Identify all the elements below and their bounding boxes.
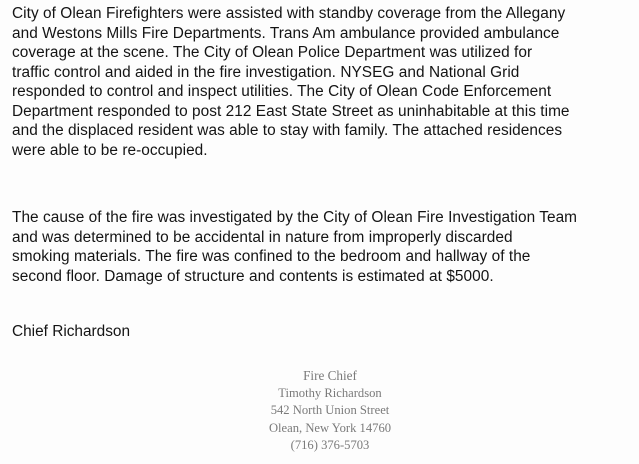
signature-phone: (716) 376-5703 bbox=[290, 438, 370, 453]
text-line: second floor. Damage of structure and contents is estimated at $5000. bbox=[12, 267, 494, 285]
text-line: coverage at the scene. The City of Olean Police Department was utilized for bbox=[12, 44, 533, 61]
text-line: were able to be re-occupied. bbox=[12, 141, 208, 159]
text-line: City of Olean Firefighters were assisted with standby coverage from the Allegany bbox=[12, 5, 566, 22]
text-line: responded to control and inspect utilities. The City of Olean Code Enforcement bbox=[12, 83, 552, 100]
signature-block bbox=[230, 367, 430, 455]
text-line: traffic control and aided in the fire investigation. NYSEG and National Grid bbox=[12, 63, 520, 81]
text-line: and Westons Mills Fire Departments. Trans Am ambulance provided ambulance bbox=[12, 24, 560, 42]
signature-city: Olean, New York 14760 bbox=[268, 420, 392, 435]
text-line: Department responded to post 212 East State Street as uninhabitable at this time bbox=[12, 102, 570, 120]
text-line: The cause of the fire was investigated by the City of Olean Fire Investigation Team bbox=[12, 209, 578, 226]
paragraph-fire-cause bbox=[12, 208, 577, 286]
text-line: and was determined to be accidental in nature from improperly discarded bbox=[12, 228, 513, 246]
signature-street: 542 North Union Street bbox=[270, 403, 390, 418]
signoff-name: Chief Richardson bbox=[12, 323, 131, 340]
signature-title: Fire Chief bbox=[303, 368, 357, 383]
text-line: smoking materials. The fire was confined to the bedroom and hallway of the bbox=[12, 248, 531, 265]
text-line: and the displaced resident was able to stay with family. The attached residences bbox=[12, 122, 563, 139]
signature-name: Timothy Richardson bbox=[278, 385, 382, 400]
paragraph-response-coverage bbox=[12, 4, 570, 160]
